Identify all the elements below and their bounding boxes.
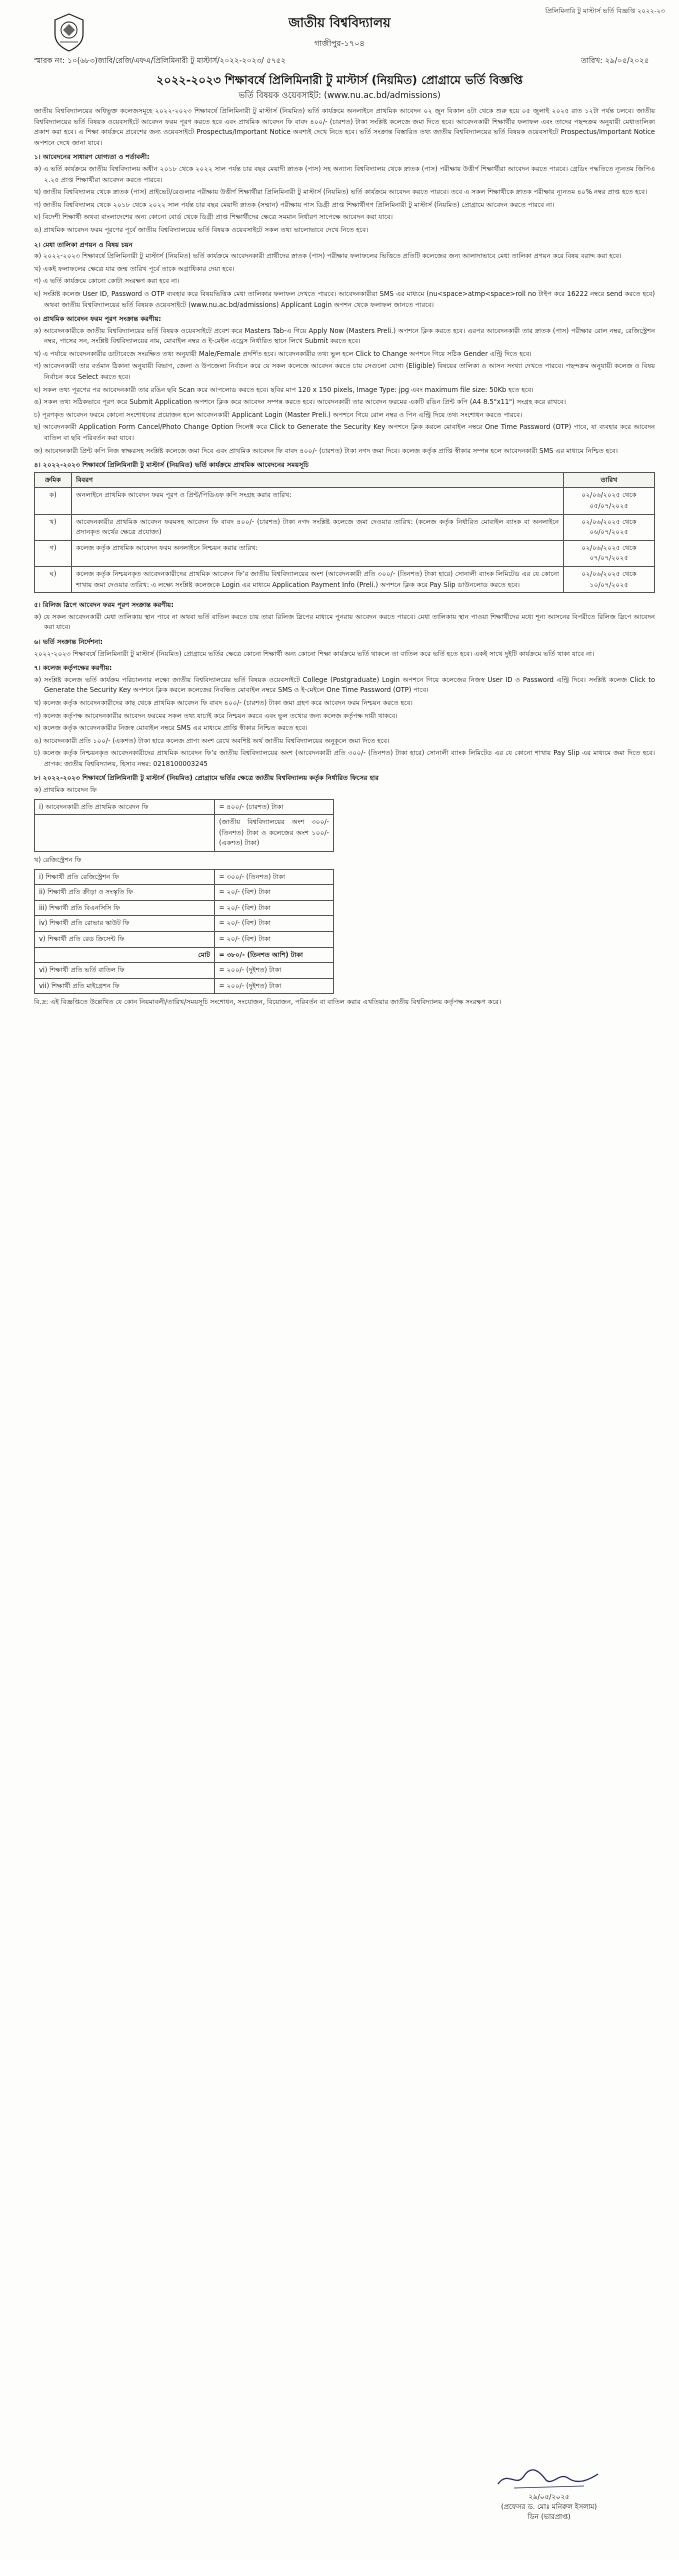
section-application xyxy=(34,326,655,457)
fee-label: i) শিক্ষার্থী প্রতি রেজিস্ট্রেশন ফি xyxy=(35,869,215,885)
list-item: ক) ২০২২-২০২৩ শিক্ষাবর্ষে প্রিলিমিনারী টু মাস্টার্স (নিয়মিত) ভর্তি কার্যক্রমে আবেদনকারী প্রার্থীদের স্নাতক (পাস) পরীক্ষার ফলাফলের ভিত্তিতে প্রতিটি কলেজের জন্য আলাদাভাবে মেধা তালিকা প্রণয়ন করে বিষয় বরাদ্দ করা হবে। xyxy=(34,252,622,261)
table-cell-description: অনলাইনে প্রাথমিক আবেদন ফরম পূরণ ও প্রিন্ট/পিডিএফ কপি সংগ্রহ করার তারিখ: xyxy=(72,488,564,514)
column-header-serial: ক্রমিক xyxy=(35,472,72,488)
notice-title: ২০২২-২০২৩ শিক্ষাবর্ষে প্রিলিমিনারী টু মাস্টার্স (নিয়মিত) প্রোগ্রামে ভর্তি বিজ্ঞপ্তি xyxy=(156,73,523,87)
fee-label: v) শিক্ষার্থী প্রতি রেড ক্রিসেন্ট ফি xyxy=(35,932,215,948)
admission-website-line: ভর্তি বিষয়ক ওয়েবসাইট: (www.nu.ac.bd/admissions) xyxy=(238,91,441,101)
fee-label: vi) শিক্ষার্থী প্রতি ভর্তি বাতিল ফি xyxy=(35,963,215,979)
section-eligibility xyxy=(34,164,655,236)
fee-value: = ২০০/- (দুইশত) টাকা xyxy=(215,963,334,979)
reference-line xyxy=(34,56,649,68)
intro-paragraph: জাতীয় বিশ্ববিদ্যালয়ের অধিভুক্ত কলেজসমূহে ২০২২-২০২৩ শিক্ষাবর্ষে প্রিলিমিনারী টু মাস্টার্স (নিয়মিত) ভর্তি কার্যক্রমে অনলাইনে প্রাথমিক আবেদন ০২ জুন বিকাল ৪টা থেকে শুরু হয়ে ০৫ জুলাই ২০২৫ রাত ১২টা পর্যন্ত চলবে। জাতীয় বিশ্ববিদ্যালয়ের ভর্তি বিষয়ক ওয়েবসাইটে আবেদন ফরম পূরণ করতে হবে এবং প্রাথমিক আবেদন ফি বাবদ ৪০০/- (চারশত) টাকা সংশ্লিষ্ট কলেজে জমা দিতে হবে। আবেদনকারী শিক্ষার্থীর ফলাফল এবং তাদের পছন্দক্রম অনুযায়ী মেধাতালিকা প্রকাশ করা হবে। এ শিক্ষা কার্যক্রমে প্রবেশের জন্য ওয়েবসাইটে Prospectus/Important Notice অবশ্যই দেখে নিতে হবে। ভর্তি সংক্রান্ত বিস্তারিত তথ্য জাতীয় বিশ্ববিদ্যালয়ের ভর্তি বিষয়ক ওয়েবসাইটে Prospectus/Important Notice অপশনে দেখে জানা যাবে। xyxy=(34,107,655,147)
registration-fee-subheading: খ) রেজিস্ট্রেশন ফি xyxy=(34,856,82,865)
fee-label: vii) শিক্ষার্থী প্রতি মাইগ্রেশন ফি xyxy=(35,978,215,994)
table-row xyxy=(35,932,334,948)
table-cell-date: ০২/০৬/২০২৫ থেকে ০৬/০৭/২০২৫ xyxy=(564,514,655,540)
list-item: ঘ) কলেজ কর্তৃক আবেদনকারীর নিজস্ব মোবাইল নম্বরে SMS এর মাধ্যমে প্রাপ্তি স্বীকার নিশ্চিত করতে হবে। xyxy=(34,724,308,733)
application-fee-table xyxy=(34,799,334,852)
section-application-heading: ৩। প্রাথমিক আবেদন ফরম পূরণ সংক্রান্ত করণীয়: xyxy=(34,315,162,324)
list-item: ক) সংশ্লিষ্ট কলেজ ভর্তি কার্যক্রম পরিচালনার লক্ষ্যে জাতীয় বিশ্ববিদ্যালয়ের ভর্তি বিষয়ক ওয়েবসাইটে College (Postgraduate) Login অপশনে গিয়ে কলেজের নিজস্ব User ID ও Password এন্ট্রি দিবে। সংশ্লিষ্ট কলেজ Click to Generate the Security Key অপশনে ক্লিক করলে কলেজের নিবন্ধিত মোবাইল নম্বরে SMS ও ই-মেইলে One Time Password (OTP) পাবে। xyxy=(34,675,655,695)
university-address: গাজীপুর-১৭০৪ xyxy=(314,39,365,48)
fee-label: iii) শিক্ষার্থী প্রতি বিএনসিসি ফি xyxy=(35,900,215,916)
section-eligibility-heading: ১। আবেদনের সাধারণ যোগ্যতা ও শর্তাবলী: xyxy=(34,153,150,162)
list-item: খ) কলেজ কর্তৃক আবেদনকারীদের কাছ থেকে প্রাথমিক আবেদন ফি বাবদ ৪০০/- (চারশত) টাকা জমা গ্রহণ করে আবেদন ফরম নিশ্চয়ন করতে হবে। xyxy=(34,698,413,707)
table-row xyxy=(35,916,334,932)
handwritten-signature-icon xyxy=(494,2466,604,2492)
list-item: জ) আবেদনকারী প্রিন্ট কপি নিজ স্বাক্ষরসহ সংশ্লিষ্ট কলেজে জমা দিবে এবং প্রাথমিক আবেদন ফি বাবদ ৪০০/- (চারশত) টাকা নগদ জমা দিবে। কলেজ কর্তৃক প্রাপ্তি স্বীকার সম্পন্ন হলে আবেদনকারী SMS এর মাধ্যমে নিশ্চিত হবে। xyxy=(34,446,618,455)
registration-fee-table xyxy=(34,869,334,995)
table-row xyxy=(35,963,334,979)
list-item: খ) জাতীয় বিশ্ববিদ্যালয় থেকে স্নাতক (পাস) প্রাইভেট/রেগুলার পরীক্ষায় উত্তীর্ণ শিক্ষার্থীরা প্রিলিমিনারী টু মাস্টার্স (নিয়মিত) ভর্তি কার্যক্রমে আবেদন করতে পারবে। তবে এ সকল শিক্ষার্থীকে স্নাতক পরীক্ষার ন্যূনতম ৪০% নম্বর প্রাপ্ত হতে হবে। xyxy=(34,188,648,197)
signatory-designation: ডিন (ভারপ্রাপ্ত) xyxy=(527,2513,571,2521)
table-cell-serial: গ) xyxy=(35,540,72,566)
section-merit xyxy=(34,251,655,310)
list-item: ছ) আবেদনকারী Application Form Cancel/Photo Change Option সিলেক্ট করে Click to Generate the Security Key অপশনে ক্লিক করলে মোবাইল নম্বরে One Time Password (OTP) পাবে, যা ব্যবহার করে আবেদন বাতিল বা ছবি পরিবর্তন করা যাবে। xyxy=(34,423,655,443)
table-row xyxy=(35,900,334,916)
signature-block xyxy=(479,2466,619,2522)
list-item: ক) যে সকল আবেদনকারী মেধা তালিকায় স্থান পাবে না অথবা ভর্তি বাতিল করতে চায় তারা রিলিজ স্লিপের মাধ্যমে পুনরায় আবেদন করতে পারবে। মেধা তালিকায় স্থান পাওয়া শিক্ষার্থীদের মধ্যে শূন্য আসনের বিপরীতে রিলিজ স্লিপে আবেদন করা যাবে। xyxy=(34,612,655,632)
fee-value: = ৩০০/- (তিনশত) টাকা xyxy=(215,869,334,885)
fee-value: = ২০/- (বিশ) টাকা xyxy=(215,916,334,932)
section-merit-heading: ২। মেধা তালিকা প্রণয়ন ও বিষয় চয়ন xyxy=(34,240,133,249)
list-item: ক) এ ভর্তি কার্যক্রমে জাতীয় বিশ্ববিদ্যালয় অধীন ২০১৮ থেকে ২০২২ সাল পর্যন্ত চার বছর মেয়াদী স্নাতক (পাস) সহ অন্যান্য বিশ্ববিদ্যালয় থেকে স্নাতক (পাস) পরীক্ষায় উত্তীর্ণ শিক্ষার্থীরা আবেদন করতে পারবে। গ্রেডিং পদ্ধতিতে ন্যূনতম জিপিএ ২.২৫ প্রাপ্ত শিক্ষার্থীরা আবেদন করতে পারবে। xyxy=(34,164,655,184)
list-item: খ) একই ফলাফলের ক্ষেত্রে যার জন্ম তারিখ পূর্বে তাকে অগ্রাধিকার দেয়া হবে। xyxy=(34,264,235,273)
table-cell-description: আবেদনকারীর প্রাথমিক আবেদন ফরমসহ আবেদন ফি বাবদ ৪০০/- (চারশত) টাকা নগদ সংশ্লিষ্ট কলেজে জমা দেওয়ার তারিখ: (কলেজ কর্তৃক নির্ধারিত মোবাইল ব্যাংক বা অনলাইনে প্রদানকৃত অর্থের ক্ষেত্রে প্রযোজ্য) xyxy=(72,514,564,540)
fee-value: = ৩৮০/- (তিনশত আশি) টাকা xyxy=(215,947,334,963)
table-cell-date: ০২/০৬/২০২৫ থেকে ০৭/০৭/২০২৫ xyxy=(564,540,655,566)
top-corner-label: প্রিলিমিনারি টু মাস্টার্স ভর্তি বিজ্ঞপ্তি ২০২২-২৩ xyxy=(545,7,665,15)
letterhead xyxy=(0,14,679,51)
fee-value: = ৪০০/- (চারশত) টাকা xyxy=(215,799,334,815)
table-row xyxy=(35,566,655,592)
list-item: গ) এ ভর্তি কার্যক্রমে কোনো কোটা সংরক্ষণ করা হবে না। xyxy=(34,277,180,286)
table-row xyxy=(35,799,334,815)
notice-body xyxy=(34,106,655,1011)
section-admission-instructions-heading: ৬। ভর্তি সংক্রান্ত নির্দেশনা: xyxy=(34,637,103,646)
list-item: গ) আবেদনকারী তার বর্তমান ঠিকানা অনুযায়ী বিভাগ, জেলা ও উপজেলা নির্বাচন করে যে সকল কলেজে আবেদন করতে চায় সেগুলো যোগ্য (Eligible) বিষয়ের তালিকা ও আসন সংখ্যা দেখতে পারবে। পছন্দক্রম অনুযায়ী কলেজ ও বিষয় নির্বাচন করে Select করতে হবে। xyxy=(34,362,655,382)
fee-value: = ২০/- (বিশ) টাকা xyxy=(215,932,334,948)
list-item: চ) কলেজ কর্তৃক নিশ্চয়নকৃত আবেদনকারীদের প্রাথমিক আবেদন ফি’র জাতীয় বিশ্ববিদ্যালয়ের অংশ (আবেদনকারী প্রতি ৩০০/- (তিনশত) টাকা হারে) সোনালী ব্যাংক লিমিটেড এর যে কোনো শাখায় Pay Slip এর মাধ্যমে জমা দিতে হবে। প্রাপক: জাতীয় বিশ্ববিদ্যালয়, হিসাব নম্বর: 0218100003245 xyxy=(34,749,655,768)
fee-label: i) আবেদনকারী প্রতি প্রাথমিক আবেদন ফি xyxy=(35,799,215,815)
memo-number: স্মারক নং: ১০(৬৮৩)জাবি/রেজি/এফএ/প্রিলিমিনারী টু মাস্টার্স/২০২২-২০২৩/ ৫৭৫২ xyxy=(34,56,286,65)
table-row xyxy=(35,978,334,994)
section-fees-heading: ৮। ২০২২-২০২৩ শিক্ষাবর্ষে প্রিলিমিনারী টু মাস্টার্স (নিয়মিত) প্রোগ্রামে ভর্তির ক্ষেত্রে জাতীয় বিশ্ববিদ্যালয় কর্তৃক নির্ধারিত ফিসের হার xyxy=(34,774,379,783)
table-row xyxy=(35,815,334,852)
table-cell-date: ০২/০৬/২০২৫ থেকে ০৫/০৭/২০২৫ xyxy=(564,488,655,514)
table-cell-serial: খ) xyxy=(35,514,72,540)
list-item: গ) কলেজ কর্তৃপক্ষ আবেদনকারীর আবেদন ফরমের সকল তথ্য যাচাই করে নিশ্চয়ন করবে এবং ভুল তথ্যের জন্য কলেজ কর্তৃপক্ষ দায়ী থাকবে। xyxy=(34,711,398,720)
schedule-table xyxy=(34,472,655,593)
university-name: জাতীয় বিশ্ববিদ্যালয় xyxy=(288,16,391,31)
fee-label: iv) শিক্ষার্থী প্রতি রোভার স্কাউট ফি xyxy=(35,916,215,932)
list-item: ঘ) সকল তথ্য পূরণের পর আবেদনকারী তার রঙিন ছবি Scan করে আপলোড করতে হবে। ছবির মাপ 120 x 150 pixels, Image Type: jpg এবং maximum file size: 50Kb হতে হবে। xyxy=(34,385,534,394)
table-row xyxy=(35,540,655,566)
list-item: ঘ) সংশ্লিষ্ট কলেজ User ID, Password ও OTP ব্যবহার করে বিষয়ভিত্তিক মেধা তালিকার ফলাফল দেখতে পারবে। আবেদনকারীরা SMS এর মাধ্যমে (nu<space>atmp<space>roll no টাইপ করে 16222 নম্বরে send করতে হবে) অথবা জাতীয় বিশ্ববিদ্যালয়ের ভর্তি বিষয়ক ওয়েবসাইটে (www.nu.ac.bd/admissions) Applicant Login অপশন থেকে ফলাফল জানতে পারবে। xyxy=(34,289,655,309)
table-row xyxy=(35,488,655,514)
table-row xyxy=(35,885,334,901)
section-schedule-heading: ৪। ২০২২-২০২৩ শিক্ষাবর্ষে প্রিলিমিনারী টু মাস্টার্স (নিয়মিত) ভর্তি কার্যক্রমে প্রাথমিক আবেদনের সময়সূচি xyxy=(34,461,309,470)
section-release-slip-heading: ৫। রিলিজ স্লিপে আবেদন ফরম পূরণ সংক্রান্ত করণীয়: xyxy=(34,601,174,610)
table-row xyxy=(35,869,334,885)
list-item: খ) এ পর্যায়ে আবেদনকারীর ডাটাবেজে সংরক্ষিত তথ্য অনুযায়ী Male/Female প্রদর্শিত হবে। আবেদনকারীর তথ্য ভুল হলে Click to Change অপশনে গিয়ে সঠিক Gender এন্ট্রি দিতে হবে। xyxy=(34,349,532,358)
table-cell-serial: ঘ) xyxy=(35,566,72,592)
list-item: ২০২২-২০২৩ শিক্ষাবর্ষে প্রিলিমিনারী টু মাস্টার্স (নিয়মিত) প্রোগ্রামে ভর্তির ক্ষেত্রে কোনো শিক্ষার্থী অন্য কোনো শিক্ষা কার্যক্রমে ভর্তি থাকলে তা বাতিল করে ভর্তি হতে হবে। একই সাথে দুইটি কার্যক্রমে ভর্তি থাকা যাবে না। xyxy=(34,649,595,658)
table-cell-description: কলেজ কর্তৃক নিশ্চয়নকৃত আবেদনকারীদের প্রাথমিক আবেদন ফি’র জাতীয় বিশ্ববিদ্যালয়ের অংশ (আবেদনকারী প্রতি ৩০০/- (তিনশত) টাকা হারে) সোনালী ব্যাংক লিমিটেড এর যে কোনো শাখায় জমা দেওয়ার তারিখ: এ লক্ষ্যে সংশ্লিষ্ট কলেজকে Login এর মাধ্যমে Application Payment Info (Preli.) অপশনে ক্লিক করে Pay Slip ডাউনলোড করতে হবে। xyxy=(72,566,564,592)
table-header-row xyxy=(35,472,655,488)
table-cell-serial: ক) xyxy=(35,488,72,514)
list-item: ঘ) বিদেশী শিক্ষার্থী অথবা বাংলাদেশের অন্য কোনো বোর্ড থেকে ডিগ্রী প্রাপ্ত শিক্ষার্থীদের ক্ষেত্রে সমমান নির্ধারণ সাপেক্ষে আবেদন করা যাবে। xyxy=(34,213,393,222)
fee-value: = ২০/- (বিশ) টাকা xyxy=(215,900,334,916)
fee-label xyxy=(35,815,215,852)
footnote: বি.দ্র: এই বিজ্ঞপ্তিতে উল্লেখিত যে কোন নিয়মাবলী/তারিখ/সময়সূচি সংশোধন, সংযোজন, বিয়োজন, পরিবর্তন বা বাতিল করার এখতিয়ার জাতীয় বিশ্ববিদ্যালয় কর্তৃপক্ষ সংরক্ষণ করে। xyxy=(34,998,502,1007)
issue-date: তারিখ: ২৯/০৫/২০২৫ xyxy=(581,56,649,65)
signature-date: ২৯/০৫/২০২৫ xyxy=(528,2493,570,2501)
column-header-description: বিবরণ xyxy=(72,472,564,488)
column-header-date: তারিখ xyxy=(564,472,655,488)
fee-value: (জাতীয় বিশ্ববিদ্যালয়ের অংশ ৩০০/- (তিনশত) টাকা ও কলেজের অংশ ১০০/- (একশত) টাকা) xyxy=(215,815,334,852)
signatory-name: (প্রফেসর ড. মোঃ মনিরুল ইসলাম) xyxy=(501,2503,597,2511)
fee-label: ii) শিক্ষার্থী প্রতি ক্রীড়া ও সংস্কৃতি ফি xyxy=(35,885,215,901)
section-college-duties xyxy=(34,675,655,770)
list-item: চ) পূরণকৃত আবেদন ফরমে কোনো সংশোধনের প্রয়োজন হলে আবেদনকারী Applicant Login (Master Preli.) অপশনে গিয়ে রোল নম্বর ও পিন এন্ট্রি দিয়ে তথ্য সংশোধন করতে পারবে। xyxy=(34,410,523,419)
list-item: ঙ) প্রাথমিক আবেদন ফরম পূরণের পূর্বে জাতীয় বিশ্ববিদ্যালয়ের ভর্তি বিষয়ক ওয়েবসাইটে সকল তথ্য ভালোভাবে দেখে নিতে হবে। xyxy=(34,225,369,234)
list-item: গ) জাতীয় বিশ্ববিদ্যালয় থেকে ২০১৮ থেকে ২০২২ সাল পর্যন্ত চার বছর মেয়াদী স্নাতক (সম্মান) পরীক্ষায় পাস ডিগ্রী প্রাপ্ত শিক্ষার্থীগণ প্রিলিমিনারী টু মাস্টার্স (নিয়মিত) প্রোগ্রামে আবেদন করতে পারবে না। xyxy=(34,200,555,209)
list-item: ক) আবেদনকারীকে জাতীয় বিশ্ববিদ্যালয়ের ভর্তি বিষয়ক ওয়েবসাইটে প্রবেশ করে Masters Tab-এ গিয়ে Apply Now (Masters Preli.) অপশনে ক্লিক করতে হবে। এরপর আবেদনকারী তার স্নাতক (পাস) পরীক্ষার রোল নম্বর, রেজিস্ট্রেশন নম্বর, পাসের সন, সংশ্লিষ্ট বিশ্ববিদ্যালয়ের নাম, মোবাইল নম্বর ও ই-মেইল এড্রেস নির্ধারিত স্থানে লিখে Submit করতে হবে। xyxy=(34,326,656,346)
fee-value: = ২০/- (বিশ) টাকা xyxy=(215,885,334,901)
list-item: ঙ) সকল তথ্য সঠিকভাবে পূরণ করে Submit Application অপশনে ক্লিক করে আবেদন সম্পন্ন করতে হবে। আবেদনকারী তার আবেদন ফরমের একটি রঙিন প্রিন্ট কপি (A4 8.5"x11") সংগ্রহ করে রাখবে। xyxy=(34,398,566,407)
table-row xyxy=(35,514,655,540)
fee-value: = ২০০/- (দুইশত) টাকা xyxy=(215,978,334,994)
section-college-duties-heading: ৭। কলেজ কর্তৃপক্ষের করণীয়: xyxy=(34,664,112,673)
application-fee-subheading: ক) প্রাথমিক আবেদন ফি xyxy=(34,786,97,795)
fee-label: মোট xyxy=(35,947,215,963)
table-cell-description: কলেজ কর্তৃক প্রাথমিক আবেদন ফরম অনলাইনে নিশ্চয়ন করার তারিখ: xyxy=(72,540,564,566)
list-item: ঙ) আবেদনকারী প্রতি ১০০/- (একশত) টাকা হারে কলেজ প্রাপ্য অংশ রেখে অবশিষ্ট অর্থ জাতীয় বিশ্ববিদ্যালয়ের অনুকূলে জমা দিতে হবে। xyxy=(34,736,390,745)
table-row-total xyxy=(35,947,334,963)
table-cell-date: ০২/০৬/২০২৫ থেকে ১০/০৭/২০২৫ xyxy=(564,566,655,592)
